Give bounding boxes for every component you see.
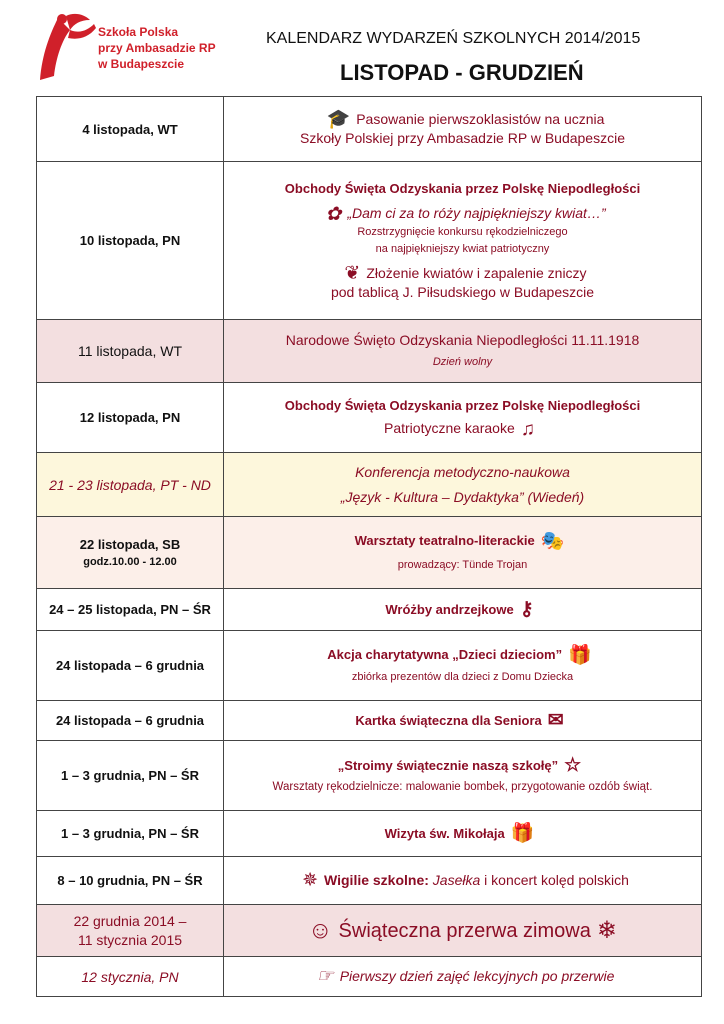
event-line: zbiórka prezentów dla dzieci z Domu Dziecka (351, 670, 574, 683)
table-row (37, 517, 702, 589)
school-name-line: w Budapeszcie (98, 57, 185, 71)
event-title: Pasowanie pierwszoklasistów na ucznia (356, 110, 605, 127)
event-date: 22 grudnia 2014 – (73, 912, 187, 929)
event-cell (224, 517, 702, 589)
school-name-line: Szkoła Polska (98, 25, 179, 39)
event-date: 10 listopada, PN (37, 162, 224, 320)
table-row (37, 701, 702, 741)
music-note-icon: ♫ (520, 418, 535, 440)
event-cell (224, 589, 702, 631)
table-row (37, 453, 702, 517)
event-date: 24 listopada – 6 grudnia (37, 701, 224, 741)
table-row (37, 383, 702, 453)
ornament-icon: ❦ (344, 262, 361, 284)
table-row (37, 97, 702, 162)
event-line: Rozstrzygnięcie konkursu rękodzielniczego (357, 225, 568, 238)
event-title: Wizyta św. Mikołaja (384, 825, 505, 841)
table-row (37, 957, 702, 997)
event-date: 12 listopada, PN (37, 383, 224, 453)
event-time: godz.10.00 - 12.00 (83, 555, 177, 568)
event-line: Szkoły Polskiej przy Ambasadzie RP w Budapeszcie (299, 130, 625, 147)
gift-icon: 🎁 (510, 823, 535, 845)
graduation-cap-icon: 🎓 (326, 109, 351, 131)
event-title-rest: i koncert kolęd polskich (480, 871, 629, 888)
event-title: Świąteczna przerwa zimowa (338, 919, 591, 942)
event-date-cell (37, 517, 224, 589)
pointing-hand-icon: ☞ (316, 966, 334, 988)
event-line: pod tablicą J. Piłsudskiego w Budapeszcie (330, 283, 595, 300)
event-date: 24 – 25 listopada, PN – ŚR (37, 589, 224, 631)
table-row (37, 905, 702, 957)
snowflake-icon: ❄ (596, 917, 617, 945)
event-title: Akcja charytatywna „Dzieci dzieciom” (327, 647, 563, 663)
event-cell (224, 857, 702, 905)
table-row (37, 857, 702, 905)
event-quote: „Dam ci za to róży najpiękniejszy kwiat…” (347, 205, 606, 222)
event-date: 22 listopada, SB (79, 536, 181, 552)
calendar-title: KALENDARZ WYDARZEŃ SZKOLNYCH 2014/2015 (266, 30, 641, 47)
events-table (36, 96, 702, 997)
event-line: Złożenie kwiatów i zapalenie zniczy (366, 264, 587, 281)
key-icon: ⚷ (519, 599, 534, 621)
event-title: Narodowe Święto Odzyskania Niepodległości 11.11.1918 (285, 332, 640, 348)
event-date: 1 – 3 grudnia, PN – ŚR (37, 741, 224, 811)
event-date: 12 stycznia, PN (37, 957, 224, 997)
event-cell (224, 97, 702, 162)
event-title: „Stroimy świątecznie naszą szkołę” (337, 757, 559, 773)
event-line: na najpiękniejszy kwiat patriotyczny (375, 242, 550, 255)
event-cell (224, 631, 702, 701)
event-date: 1 – 3 grudnia, PN – ŚR (37, 811, 224, 857)
event-date: 11 listopada, WT (37, 320, 224, 383)
star-icon: ☆ (564, 755, 582, 777)
snowflake-star-icon: ✵ (302, 870, 319, 892)
event-title: Wróżby andrzejkowe (385, 601, 514, 617)
table-row (37, 741, 702, 811)
event-cell (224, 162, 702, 320)
event-title: Warsztaty teatralno-literackie (354, 533, 535, 549)
flower-icon: ✿ (325, 203, 342, 225)
school-name-line: przy Ambasadzie RP (98, 41, 216, 55)
calendar-subtitle: LISTOPAD - GRUDZIEŃ (340, 60, 584, 85)
event-line: Patriotyczne karaoke (384, 420, 515, 437)
gift-icon: 🎁 (568, 644, 592, 666)
event-date: 4 listopada, WT (37, 97, 224, 162)
event-date: 21 - 23 listopada, PT - ND (37, 453, 224, 517)
event-title: Pierwszy dzień zajęć lekcyjnych po przerwie (339, 967, 615, 984)
school-logo (36, 10, 106, 84)
event-cell (224, 701, 702, 741)
table-row (37, 589, 702, 631)
event-title: Konferencja metodyczno-naukowa (355, 463, 570, 480)
table-row (37, 811, 702, 857)
event-cell (224, 383, 702, 453)
event-title: Kartka świąteczna dla Seniora (355, 712, 542, 728)
school-name (98, 24, 216, 72)
event-title: Obchody Święta Odzyskania przez Polskę Niepodległości (284, 398, 641, 414)
event-date: 24 listopada – 6 grudnia (37, 631, 224, 701)
event-cell (224, 957, 702, 997)
event-cell (224, 320, 702, 383)
table-row (37, 320, 702, 383)
event-title: Wigilie szkolne: (324, 871, 429, 888)
theater-masks-icon: 🎭 (540, 530, 565, 552)
event-cell (224, 811, 702, 857)
event-line: Warsztaty rękodzielnicze: malowanie bombek, przygotowanie ozdób świąt. (272, 781, 653, 794)
event-cell (224, 453, 702, 517)
event-cell (224, 741, 702, 811)
envelope-icon: ✉ (547, 710, 564, 732)
event-date: 11 stycznia 2015 (77, 931, 183, 948)
event-cell (224, 905, 702, 957)
table-row (37, 162, 702, 320)
table-row (37, 631, 702, 701)
event-title: Obchody Święta Odzyskania przez Polskę Niepodległości (284, 181, 641, 197)
event-line: „Język - Kultura – Dydaktyka” (Wiedeń) (340, 488, 585, 505)
smiley-icon: ☺ (308, 917, 333, 945)
event-line: prowadzący: Tünde Trojan (397, 558, 528, 571)
event-date: 8 – 10 grudnia, PN – ŚR (37, 857, 224, 905)
event-title-italic: Jasełka (432, 871, 481, 888)
event-date-cell (37, 905, 224, 957)
event-line: Dzień wolny (432, 356, 493, 368)
